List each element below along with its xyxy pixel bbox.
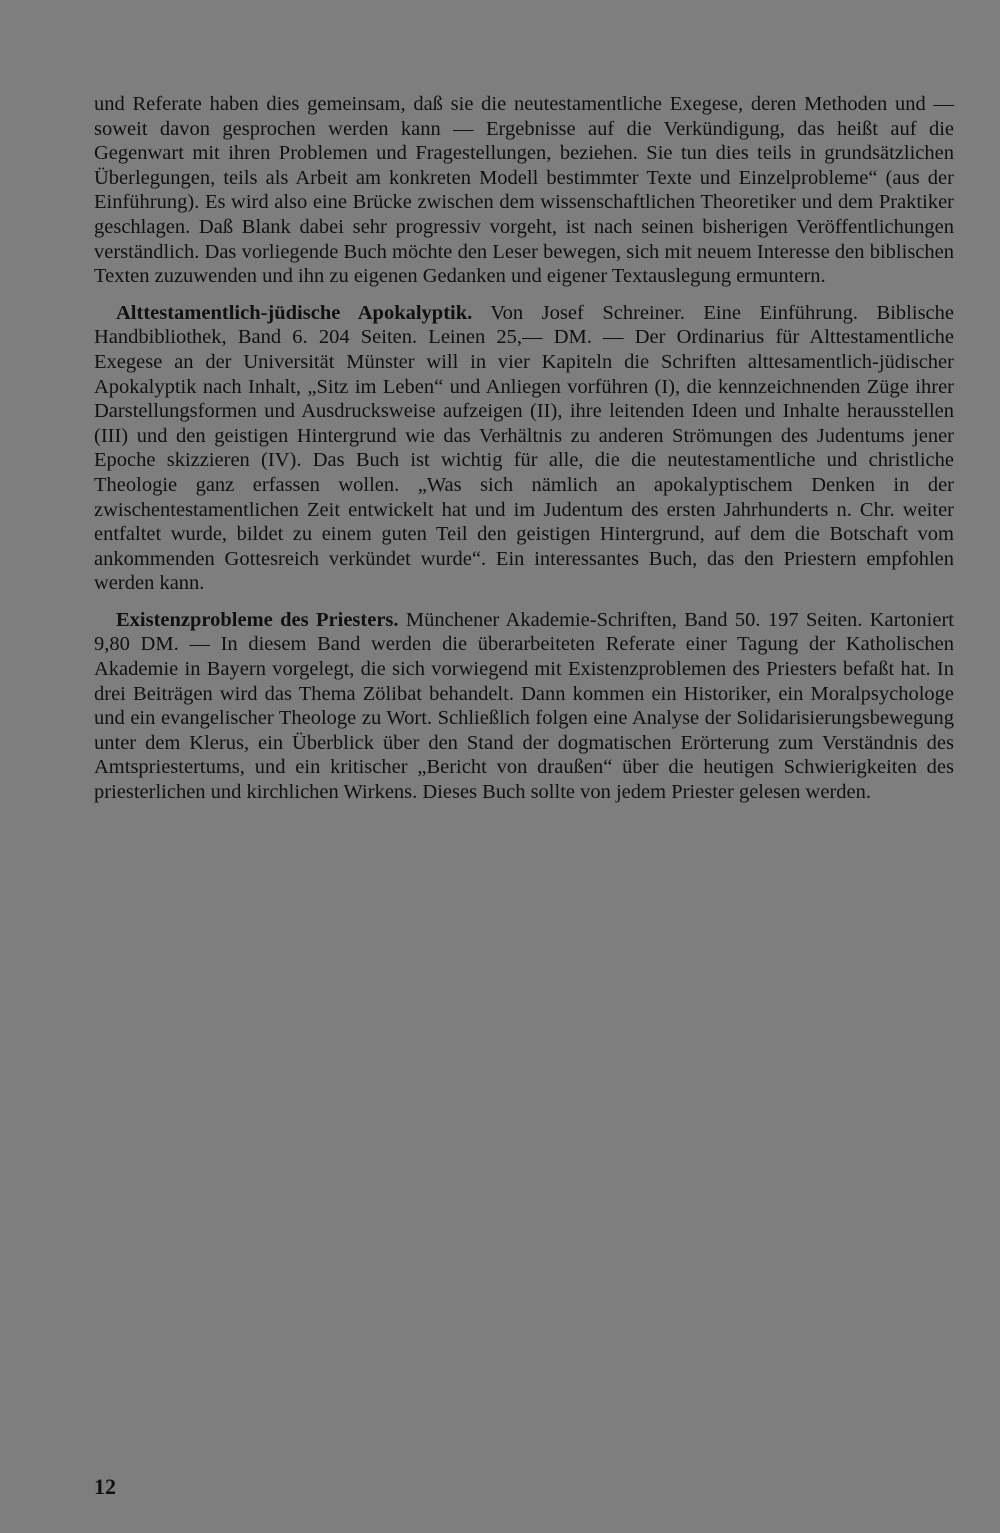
paragraph-text: und Referate haben dies gemeinsam, daß sie die neutestamentliche Exegese, deren Methoden und — soweit davon gesprochen werden kann — Ergebnisse auf die Verkündigung, das heißt auf die Gegenwart mit ihren Problemen und Fragestellungen, beziehen. Sie tun dies teils in grundsätzlichen Überlegungen, teils als Arbeit am konkreten Modell bestimmter Texte und Einzelprobleme“ (aus der Einführung). Es wird also eine Brücke zwischen dem wissenschaftlichen Theoretiker und dem Praktiker geschlagen. Daß Blank dabei sehr progressiv vorgeht, ist nach seinen bisherigen Veröffentlichungen verständlich. Das vorliegende Buch möchte den Leser bewegen, sich mit neuem Interesse den biblischen Texten zuzuwenden und ihn zu eigenen Gedanken und eigener Textauslegung ermuntern.: [94, 93, 954, 288]
book-title: Existenzprobleme des Priesters.: [116, 608, 399, 631]
review-paragraph-apokalyptik: [94, 301, 954, 596]
page-body: [94, 92, 954, 805]
book-title: Alttestamentlich-jüdische Apokalyptik.: [116, 301, 473, 324]
review-paragraph-continuation: [94, 92, 954, 289]
paragraph-text: Münchener Akademie-Schriften, Band 50. 197 Seiten. Kartoniert 9,80 DM. — In diesem Band werden die überarbeiteten Referate einer Tagung der Katholischen Akademie in Bayern vorgelegt, die sich vorwiegend mit Existenzproblemen des Priesters befaßt hat. In drei Beiträgen wird das Thema Zölibat behandelt. Dann kommen ein Historiker, ein Moralpsychologe und ein evangelischer Theologe zu Wort. Schließlich folgen eine Analyse der Solidarisierungsbewegung unter dem Klerus, ein Überblick über den Stand der dogmatischen Erörterung zum Verständnis des Amtspriestertums, und ein kritischer „Bericht von draußen“ über die heutigen Schwierigkeiten des priesterlichen und kirchlichen Wirkens. Dieses Buch sollte von jedem Priester gelesen werden.: [94, 608, 954, 804]
paragraph-text: Von Josef Schreiner. Eine Einführung. Biblische Handbibliothek, Band 6. 204 Seiten. Leinen 25,— DM. — Der Ordinarius für Alttestamentliche Exegese an der Universität Münster will in vier Kapiteln die Schriften alttesamentlich-jüdischer Apokalyptik nach Inhalt, „Sitz im Leben“ und Anliegen vorführen (I), die kennzeichnenden Züge ihrer Darstellungsformen und Ausdrucksweise aufzeigen (II), ihre leitenden Ideen und Inhalte herausstellen (III) und den geistigen Hintergrund wie das Verhältnis zu anderen Strömungen des Judentums jener Epoche skizzieren (IV). Das Buch ist wichtig für alle, die die neutestamentliche und christliche Theologie ganz erfassen wollen. „Was sich nämlich an apokalyptischem Denken in der zwischentestamentlichen Zeit entwickelt hat und im Judentum des ersten Jahrhunderts n. Chr. weiter entfaltet wurde, bildet zu einem guten Teil den geistigen Hintergrund, auf dem die Botschaft vom ankommenden Gottesreich verkündet wurde“. Ein interessantes Buch, das den Priestern empfohlen werden kann.: [94, 301, 954, 595]
review-paragraph-existenzprobleme: [94, 608, 954, 805]
page-number: 12: [94, 1474, 116, 1499]
